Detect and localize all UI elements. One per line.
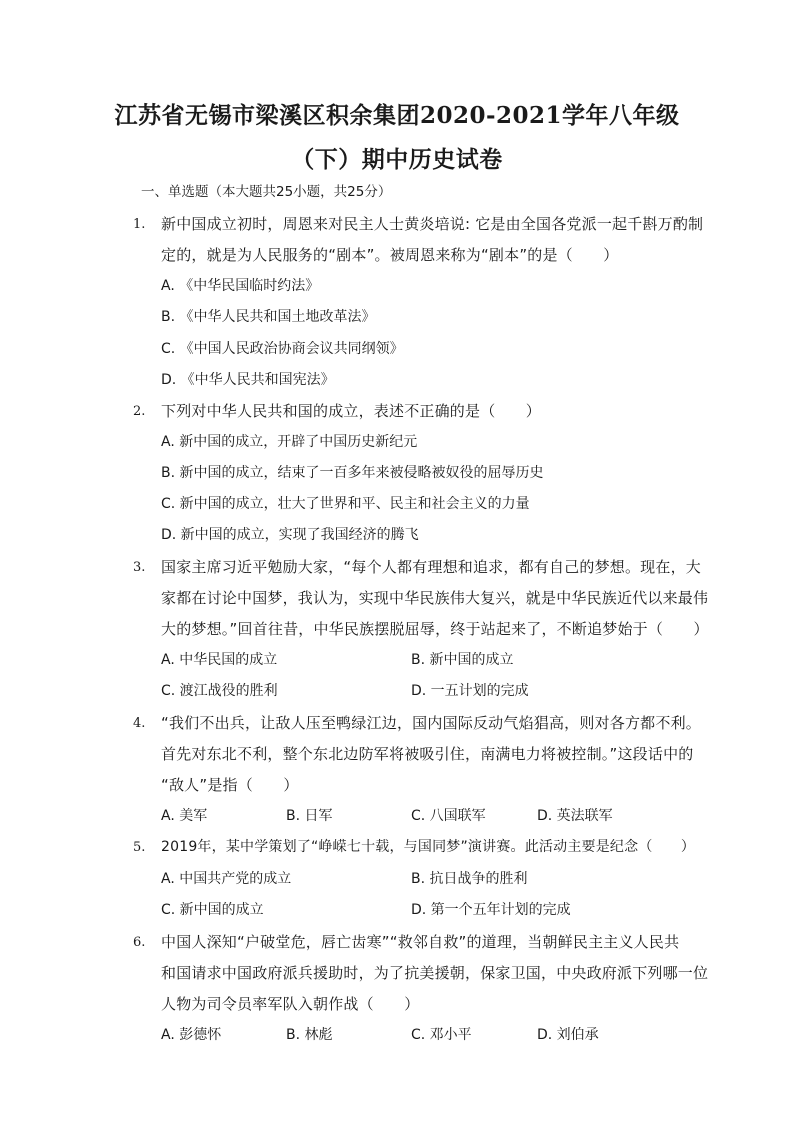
exam-title-line-2: （下）期中历史试卷 [291, 146, 503, 173]
question-text-line: 中国人深知“户破堂危，唇亡齿寒”“救邻自救”的道理，当朝鲜民主主义人民共 [161, 933, 680, 951]
question-number: 4. [133, 716, 146, 731]
question-number: 3. [133, 560, 146, 575]
option-b: B. 新中国的成立，结束了一百多年来被侵略被奴役的屈辱历史 [161, 465, 544, 481]
option-a: A. 新中国的成立，开辟了中国历史新纪元 [161, 434, 418, 450]
option-a: A. 美军 [161, 808, 208, 824]
option-d: D. 第一个五年计划的完成 [411, 902, 571, 918]
option-c: C. 邓小平 [411, 1027, 472, 1043]
question-text-line: 新中国成立初时，周恩来对民主人士黄炎培说: 它是由全国各党派一起千斟万酌制 [161, 215, 704, 233]
section-heading: 一、单选题（本大题共25小题，共25分） [141, 184, 392, 200]
option-d: D. 《中华人民共和国宪法》 [161, 372, 335, 388]
option-d: D. 新中国的成立，实现了我国经济的腾飞 [161, 527, 419, 543]
question-number: 1. [133, 217, 146, 232]
option-c: C. 新中国的成立 [161, 902, 264, 918]
question-number: 5. [133, 840, 146, 855]
option-c: C. 渡江战役的胜利 [161, 683, 278, 699]
question-text-line: 国家主席习近平勉励大家，“每个人都有理想和追求，都有自己的梦想。现在，大 [161, 558, 701, 576]
question-text-line: “我们不出兵，让敌人压至鸭绿江边，国内国际反动气焰猖高，则对各方都不利。 [161, 714, 701, 732]
question-number: 2. [133, 404, 146, 419]
option-d: D. 一五计划的完成 [411, 683, 529, 699]
question-text-line: 和国请求中国政府派兵援助时，为了抗美援朝，保家卫国，中央政府派下列哪一位 [161, 964, 709, 982]
question-number: 6. [133, 935, 146, 950]
option-a: A. 《中华民国临时约法》 [161, 278, 320, 294]
question-text-line: 定的，就是为人民服务的“剧本”。被周恩来称为“剧本”的是（ ） [161, 246, 619, 264]
option-c: C. 新中国的成立，壮大了世界和平、民主和社会主义的力量 [161, 496, 530, 512]
option-b: B. 《中华人民共和国土地改革法》 [161, 309, 376, 325]
option-d: D. 英法联军 [537, 808, 613, 824]
question-text-line: 首先对东北不利，整个东北边防军将被吸引住，南满电力将被控制。”这段话中的 [161, 745, 694, 763]
question-text-line: 2019年，某中学策划了“峥嵘七十载，与国同梦”演讲赛。此活动主要是纪念（ ） [161, 839, 696, 855]
option-b: B. 林彪 [286, 1027, 333, 1043]
question-text-line: 下列对中华人民共和国的成立，表述不正确的是（ ） [161, 402, 542, 420]
option-b: B. 新中国的成立 [411, 652, 514, 668]
exam-title-line-1: 江苏省无锡市梁溪区积余集团2020-2021学年八年级 [114, 102, 680, 129]
question-text-line: 大的梦想。”回首往昔，中华民族摆脱屈辱，终于站起来了，不断追梦始于（ ） [161, 620, 709, 638]
option-a: A. 中华民国的成立 [161, 652, 278, 668]
question-text-line: 人物为司令员率军队入朝作战（ ） [161, 995, 420, 1013]
question-text-line: 家都在讨论中国梦，我认为，实现中华民族伟大复兴，就是中华民族近代以来最伟 [161, 589, 709, 607]
option-b: B. 抗日战争的胜利 [411, 871, 528, 887]
option-a: A. 彭德怀 [161, 1027, 222, 1043]
option-b: B. 日军 [286, 808, 333, 824]
option-c: C. 八国联军 [411, 808, 486, 824]
option-c: C. 《中国人民政治协商会议共同纲领》 [161, 341, 404, 357]
option-d: D. 刘伯承 [537, 1027, 599, 1043]
question-text-line: “敌人”是指（ ） [161, 776, 299, 794]
option-a: A. 中国共产党的成立 [161, 871, 292, 887]
